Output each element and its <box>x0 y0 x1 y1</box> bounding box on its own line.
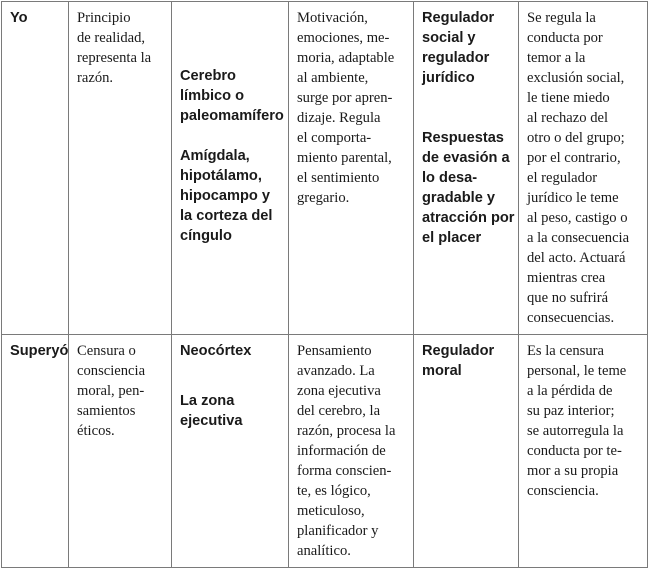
text-line: jurídico le teme <box>527 190 619 206</box>
text-line: consciencia <box>77 363 146 379</box>
text-line: límbico o <box>180 88 245 104</box>
text-line: el comporta- <box>297 130 372 146</box>
text-line: surge por apren- <box>297 90 393 106</box>
cell-brain-yo <box>172 2 289 335</box>
text-line: Regulador <box>422 343 495 359</box>
text-line: otro o del grupo; <box>527 130 625 146</box>
regulator-type-superyo <box>422 341 512 381</box>
text-line: Se regula la <box>527 10 596 26</box>
cell-function-yo <box>289 2 414 335</box>
cell-brain-superyo <box>172 335 289 568</box>
text-line: Cerebro <box>180 68 236 84</box>
text-line: Censura o <box>77 343 136 359</box>
brain-structures-superyo <box>180 391 282 431</box>
text-line: hipocampo y <box>180 188 271 204</box>
text-line: emociones, me- <box>297 30 390 46</box>
text-line: paleomamífero <box>180 108 284 124</box>
text-line: analítico. <box>297 543 351 559</box>
text-line: dizaje. Regula <box>297 110 381 126</box>
text-line: a la consecuencia <box>527 230 630 246</box>
text-line: representa la <box>77 50 152 66</box>
cell-regulator-yo <box>414 2 519 335</box>
text-line: el sentimiento <box>297 170 380 186</box>
text-line: gradable y <box>422 190 495 206</box>
text-line: jurídico <box>422 70 475 86</box>
text-line: La zona <box>180 393 235 409</box>
brain-structures-yo <box>180 146 282 246</box>
regulator-response-yo <box>422 128 515 248</box>
text-line: del acto. Actuará <box>527 250 626 266</box>
row-label-yo: Yo <box>2 2 69 335</box>
text-line: su paz interior; <box>527 403 615 419</box>
text-line: que no sufrirá <box>527 290 609 306</box>
text-line: al rechazo del <box>527 110 609 126</box>
text-line: por el contrario, <box>527 150 621 166</box>
text-line: moria, adaptable <box>297 50 395 66</box>
text-line: meticuloso, <box>297 503 365 519</box>
text-line: regulador <box>422 50 490 66</box>
text-line: le tiene miedo <box>527 90 610 106</box>
cell-description-yo <box>519 2 648 335</box>
text-line: exclusión social, <box>527 70 625 86</box>
text-line: moral <box>422 363 462 379</box>
text-line: Respuestas <box>422 130 504 146</box>
cell-function-superyo <box>289 335 414 568</box>
text-line: consecuencias. <box>527 310 615 326</box>
text-line: planificador y <box>297 523 379 539</box>
text-line: samientos <box>77 403 136 419</box>
cell-description-superyo <box>519 335 648 568</box>
text-line: Es la censura <box>527 343 604 359</box>
text-line: de evasión a <box>422 150 510 166</box>
text-line: conducta por te- <box>527 443 622 459</box>
brain-region-yo <box>180 66 282 126</box>
text-line: hipotálamo, <box>180 168 262 184</box>
text-line: Motivación, <box>297 10 368 26</box>
text-line: consciencia. <box>527 483 599 499</box>
regulator-type-yo <box>422 8 512 88</box>
text-line: zona ejecutiva <box>297 383 381 399</box>
text-line: Neocórtex <box>180 343 252 359</box>
text-line: el regulador <box>527 170 598 186</box>
cell-principle-superyo <box>69 335 172 568</box>
text-line: razón, procesa la <box>297 423 396 439</box>
text-line: atracción por <box>422 210 515 226</box>
text-line: éticos. <box>77 423 115 439</box>
text-line: gregario. <box>297 190 350 206</box>
text-line: razón. <box>77 70 114 86</box>
text-line: forma conscien- <box>297 463 392 479</box>
text-line: Amígdala, <box>180 148 250 164</box>
text-line: te, es lógico, <box>297 483 371 499</box>
text-line: personal, le teme <box>527 363 627 379</box>
text-line: temor a la <box>527 50 586 66</box>
table-row-superyo <box>2 335 648 568</box>
text-line: Principio <box>77 10 131 26</box>
cell-principle-yo <box>69 2 172 335</box>
text-line: de realidad, <box>77 30 146 46</box>
text-line: mor a su propia <box>527 463 619 479</box>
text-line: moral, pen- <box>77 383 145 399</box>
text-line: del cerebro, la <box>297 403 381 419</box>
text-line: al peso, castigo o <box>527 210 628 226</box>
row-label-superyo: Superyó <box>2 335 69 568</box>
text-line: se autorregula la <box>527 423 624 439</box>
text-line: mientras crea <box>527 270 606 286</box>
text-line: a la pérdida de <box>527 383 613 399</box>
text-line: la corteza del <box>180 208 273 224</box>
text-line: el placer <box>422 230 482 246</box>
text-line: al ambiente, <box>297 70 369 86</box>
text-line: ejecutiva <box>180 413 243 429</box>
text-line: lo desa- <box>422 170 478 186</box>
text-line: miento parental, <box>297 150 392 166</box>
comparison-table <box>1 1 648 568</box>
text-line: avanzado. La <box>297 363 375 379</box>
cell-regulator-superyo <box>414 335 519 568</box>
brain-region-superyo <box>180 341 282 361</box>
text-line: Regulador <box>422 10 495 26</box>
text-line: social y <box>422 30 476 46</box>
text-line: información de <box>297 443 386 459</box>
text-line: cíngulo <box>180 228 232 244</box>
text-line: Pensamiento <box>297 343 372 359</box>
text-line: conducta por <box>527 30 603 46</box>
table-row-yo <box>2 2 648 335</box>
